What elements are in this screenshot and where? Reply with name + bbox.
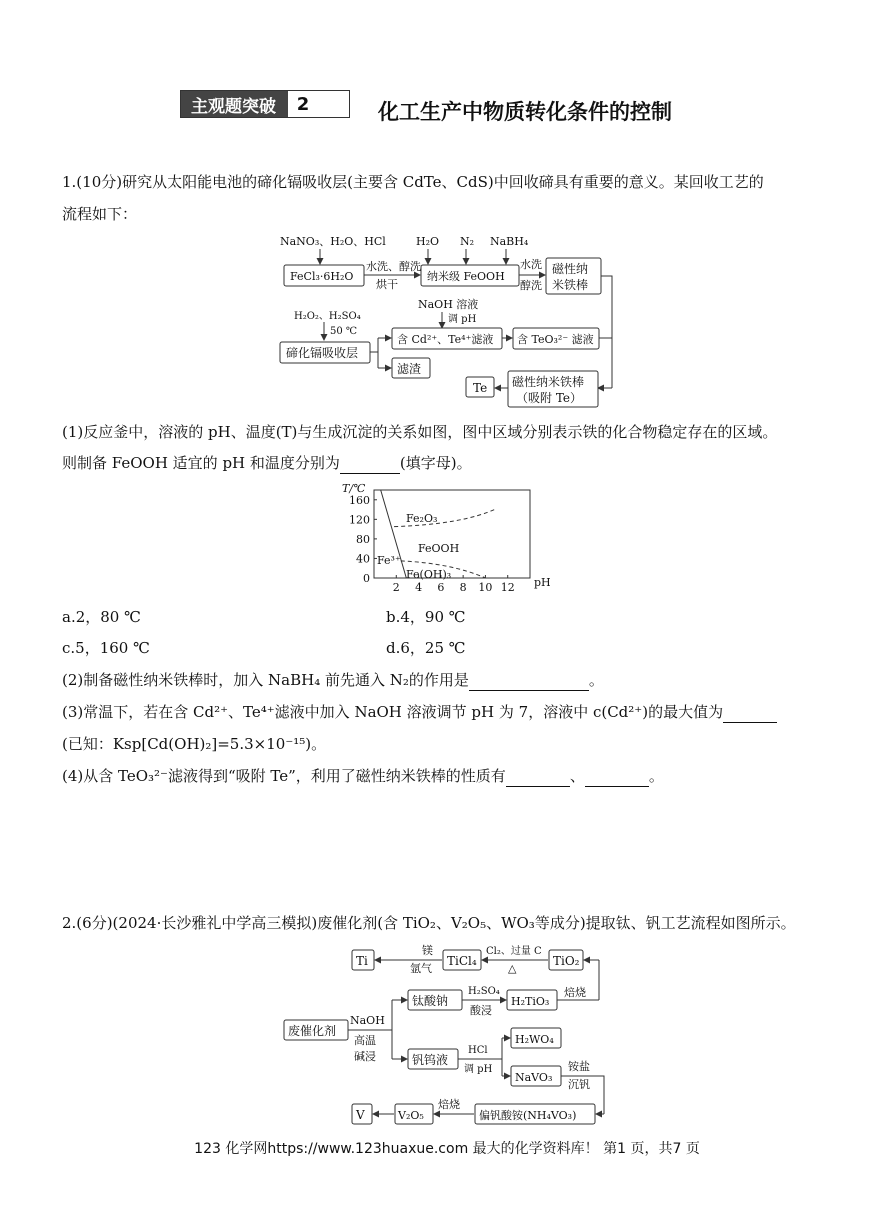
q2-flow-diagram xyxy=(282,940,612,1130)
q2-ticl4-arrow-top: Cl₂、过量 C xyxy=(486,946,542,957)
q1-part1-blank[interactable] xyxy=(340,458,400,474)
flow-box-cd-te-label: 含 Cd²⁺、Te⁴⁺滤液 xyxy=(397,333,494,346)
q1-part1-suffix: (填字母)。 xyxy=(399,454,472,472)
q1-part4-sep: 、 xyxy=(569,767,585,785)
q2-box-ticl4-label: TiCl₄ xyxy=(447,954,477,968)
flow-reagent-temp: 50 ℃ xyxy=(330,326,358,337)
phase-diagram xyxy=(338,480,558,600)
q1-stem-line2: 流程如下： xyxy=(62,205,138,223)
q1-part3-blank[interactable] xyxy=(723,707,777,723)
q2-box-ti-label: Ti xyxy=(356,954,368,968)
q2-hcl-top: HCl xyxy=(468,1045,488,1056)
chart-xlabel: pH xyxy=(534,576,551,589)
q2-ti-arrow-bottom: 氩气 xyxy=(410,962,432,975)
flow-box-absorber-label: 碲化镉吸收层 xyxy=(286,346,359,360)
q2-high-temp: 高温 xyxy=(354,1034,376,1047)
flow-reagent-h2o: H₂O xyxy=(416,235,440,248)
q2-roast2: 焙烧 xyxy=(438,1098,460,1111)
q1-part1-line2 xyxy=(62,452,472,474)
chart-xtick-2: 6 xyxy=(437,581,445,594)
chart-ytick-4: 160 xyxy=(349,493,370,507)
q2-box-h2wo4-label: H₂WO₄ xyxy=(515,1033,554,1046)
q2-naoh: NaOH xyxy=(350,1014,385,1027)
option-b[interactable]: b.4，90 ℃ xyxy=(386,608,466,626)
q2-box-h2tio3-label: H₂TiO₃ xyxy=(511,995,550,1008)
flow-arrow1-top: 水洗、醇洗 xyxy=(366,260,421,273)
chart-xtick-4: 10 xyxy=(478,581,493,594)
chart-ylabel: T/℃ xyxy=(342,482,366,495)
flow-box-rod-line1: 磁性纳 xyxy=(552,262,589,276)
flow-reagent-naoh: NaOH 溶液 xyxy=(418,298,479,311)
q2-stem: 2.(6分)(2024·长沙雅礼中学高三模拟)废催化剂(含 TiO₂、V₂O₅、WO₃等成分)提取钛、钒工艺流程如图所示。 xyxy=(62,914,796,932)
flow-reagent-n2: N₂ xyxy=(460,235,475,248)
q2-ammonium-bottom: 沉钒 xyxy=(568,1078,590,1091)
chart-ytick-2: 80 xyxy=(356,532,370,546)
q1-part3-line1 xyxy=(62,701,777,723)
flow-arrow1-bottom: 烘干 xyxy=(376,278,398,291)
chart-region-feooh: FeOOH xyxy=(418,542,460,555)
flow-box-rod-adsorb-line1: 磁性纳米铁棒 xyxy=(512,375,585,389)
q2-box-tio2-label: TiO₂ xyxy=(553,954,580,968)
q2-box-v-label: V xyxy=(356,1108,365,1122)
q1-flow-diagram xyxy=(270,228,620,412)
q1-part2-text: (2)制备磁性纳米铁棒时，加入 NaBH₄ 前先通入 N₂的作用是 xyxy=(62,671,469,689)
q2-h2so4-top: H₂SO₄ xyxy=(468,986,500,997)
chart-region-feoh3: Fe(OH)₃ xyxy=(406,568,452,581)
q2-box-v2o5-label: V₂O₅ xyxy=(398,1109,424,1122)
q2-alkali-leach: 碱浸 xyxy=(354,1050,376,1063)
chart-ytick-0: 0 xyxy=(363,572,370,585)
q2-box-catalyst-label: 废催化剂 xyxy=(288,1024,337,1038)
flow-arrow2-bottom: 醇洗 xyxy=(520,279,542,292)
chart-ytick-1: 40 xyxy=(356,552,370,566)
flow-arrow2-top: 水洗 xyxy=(520,258,542,271)
q1-part4 xyxy=(62,765,664,787)
banner-number: 2 xyxy=(286,91,318,117)
q2-ticl4-arrow-bottom: △ xyxy=(508,962,517,975)
q1-part2-suffix: 。 xyxy=(588,671,604,689)
flow-box-te-label: Te xyxy=(473,381,488,395)
q2-box-titanate-label: 钛酸钠 xyxy=(412,994,449,1008)
q1-part2 xyxy=(62,669,604,691)
chart-xtick-0: 2 xyxy=(392,581,400,594)
flow-box-fecl3-label: FeCl₃·6H₂O xyxy=(290,270,354,283)
flow-box-teo3-label: 含 TeO₃²⁻ 滤液 xyxy=(517,333,594,346)
q1-stem-line1: 1.(10分)研究从太阳能电池的碲化镉吸收层(主要含 CdTe、CdS)中回收碲具有重要的意义。某回收工艺的 xyxy=(62,173,764,191)
q2-ti-arrow-top: 镁 xyxy=(422,944,433,957)
q1-part1-text: 则制备 FeOOH 适宜的 pH 和温度分别为 xyxy=(62,454,340,472)
chart-xtick-5: 12 xyxy=(500,581,515,594)
q1-part3-line2: (已知：Ksp[Cd(OH)₂]=5.3×10⁻¹⁵)。 xyxy=(62,735,327,753)
flow-reagent-h2o2: H₂O₂、H₂SO₄ xyxy=(294,311,361,322)
q2-box-vw-label: 钒钨液 xyxy=(412,1053,449,1067)
page-footer: 123 化学网https://www.123huaxue.com 最大的化学资料库！ 第1 页，共7 页 xyxy=(194,1141,700,1157)
q1-part4-text: (4)从含 TeO₃²⁻滤液得到“吸附 Te”，利用了磁性纳米铁棒的性质有 xyxy=(62,767,506,785)
flow-reagent-ph: 调 pH xyxy=(448,314,477,325)
q1-part1-line1: (1)反应釜中，溶液的 pH、温度(T)与生成沉淀的关系如图，图中区域分别表示铁的化合物稳定存在的区域。 xyxy=(62,423,778,441)
flow-box-feooh-label: 纳米级 FeOOH xyxy=(427,270,505,283)
chart-xtick-3: 8 xyxy=(459,581,467,594)
banner-label: 主观题突破 xyxy=(181,91,286,117)
option-d[interactable]: d.6，25 ℃ xyxy=(386,639,466,657)
q2-roast1: 焙烧 xyxy=(564,986,586,999)
q2-h2so4-bottom: 酸浸 xyxy=(470,1004,492,1017)
q2-box-navo3-label: NaVO₃ xyxy=(515,1071,553,1084)
chart-xtick-1: 4 xyxy=(415,581,423,594)
flow-box-rod-adsorb-line2: （吸附 Te） xyxy=(516,391,582,405)
flow-box-residue-label: 滤渣 xyxy=(397,362,422,376)
section-banner xyxy=(180,90,350,118)
q1-part2-blank[interactable] xyxy=(469,675,589,691)
q2-ammonium-top: 铵盐 xyxy=(568,1060,590,1073)
option-c[interactable]: c.5，160 ℃ xyxy=(62,639,150,657)
flow-box-rod-line2: 米铁棒 xyxy=(552,278,589,292)
q2-hcl-bottom: 调 pH xyxy=(464,1064,493,1075)
option-a[interactable]: a.2，80 ℃ xyxy=(62,608,141,626)
q1-part4-blank-2[interactable] xyxy=(585,771,649,787)
page-title: 化工生产中物质转化条件的控制 xyxy=(378,100,672,124)
flow-reagent-nabh4: NaBH₄ xyxy=(490,235,529,248)
q1-part4-suffix: 。 xyxy=(648,767,664,785)
q1-part3-text: (3)常温下，若在含 Cd²⁺、Te⁴⁺滤液中加入 NaOH 溶液调节 pH 为 7，溶液中 c(Cd²⁺)的最大值为 xyxy=(62,703,724,721)
q2-box-nh4vo3-label: 偏钒酸铵(NH₄VO₃) xyxy=(479,1109,577,1122)
flow-reagents-1: NaNO₃、H₂O、HCl xyxy=(280,235,386,248)
chart-region-fe3: Fe³⁺ xyxy=(377,554,401,567)
q1-part4-blank-1[interactable] xyxy=(506,771,570,787)
chart-ytick-3: 120 xyxy=(349,513,370,527)
chart-region-fe2o3: Fe₂O₃ xyxy=(406,512,438,525)
